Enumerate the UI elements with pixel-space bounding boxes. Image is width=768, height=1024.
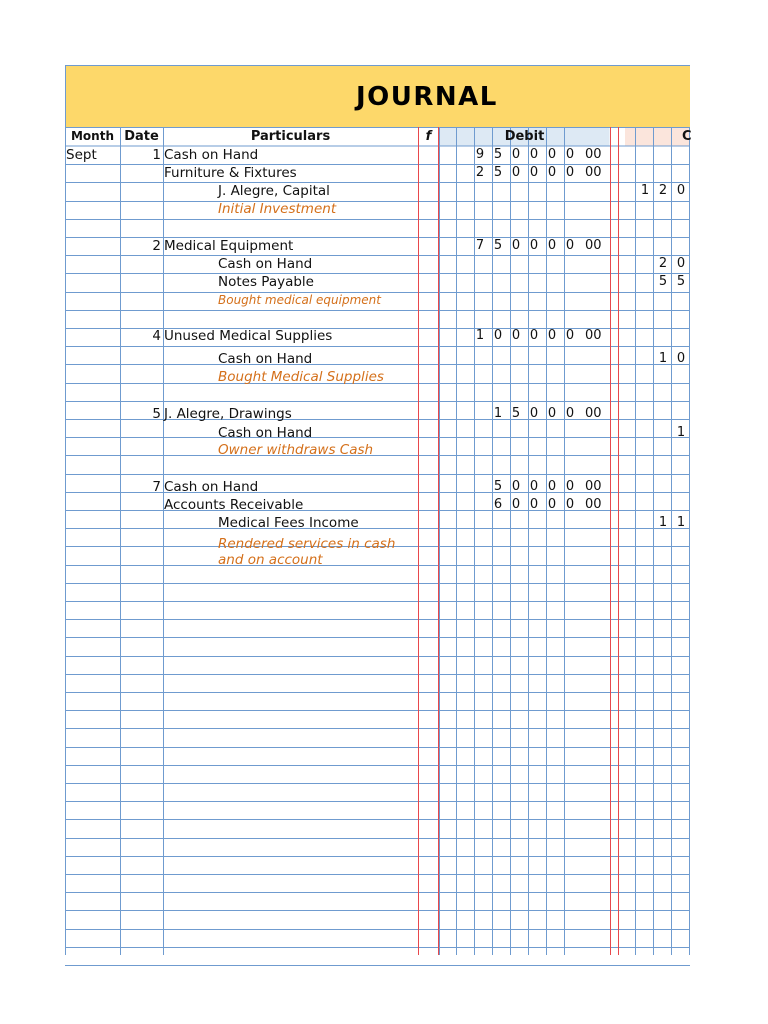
debit-digit: 0 xyxy=(547,406,557,421)
credit-digit: 1 xyxy=(676,425,686,440)
header-debit: Debit xyxy=(504,129,545,144)
debit-digit: 0 xyxy=(529,147,539,162)
debit-digit: 0 xyxy=(547,165,557,180)
debit-digit: 0 xyxy=(565,497,575,512)
header-month: Month xyxy=(70,129,114,143)
debit-cents: 00 xyxy=(585,497,602,512)
credit-digit: 1 xyxy=(658,351,668,366)
debit-cents: 00 xyxy=(585,328,602,343)
debit-digit: 0 xyxy=(529,406,539,421)
header-date: Date xyxy=(124,129,159,144)
account-name: Notes Payable xyxy=(218,274,314,290)
date-cell: 5 xyxy=(152,406,161,422)
debit-cents: 00 xyxy=(585,165,602,180)
debit-digit: 5 xyxy=(493,238,503,253)
debit-digit: 0 xyxy=(565,479,575,494)
debit-digit: 0 xyxy=(565,165,575,180)
memo-text: Bought Medical Supplies xyxy=(218,369,384,385)
debit-digit: 0 xyxy=(547,497,557,512)
header-credit: C xyxy=(682,129,692,144)
debit-digit: 7 xyxy=(475,238,485,253)
memo-text: Owner withdraws Cash xyxy=(218,442,374,458)
account-name: Unused Medical Supplies xyxy=(164,328,333,344)
debit-digit: 0 xyxy=(547,328,557,343)
debit-digit: 6 xyxy=(493,497,503,512)
account-name: Cash on Hand xyxy=(164,147,259,163)
journal-title: JOURNAL xyxy=(356,82,498,112)
account-name: Cash on Hand xyxy=(164,479,259,495)
debit-digit: 5 xyxy=(493,165,503,180)
credit-digit: 1 xyxy=(640,183,650,198)
debit-digit: 1 xyxy=(475,328,485,343)
credit-digit: 5 xyxy=(658,274,668,289)
debit-digit: 0 xyxy=(547,238,557,253)
debit-digit: 5 xyxy=(493,147,503,162)
debit-digit: 0 xyxy=(511,328,521,343)
credit-digit: 2 xyxy=(658,183,668,198)
memo-text: Rendered services in cash xyxy=(218,536,396,552)
debit-digit: 0 xyxy=(547,147,557,162)
debit-digit: 0 xyxy=(511,238,521,253)
debit-digit: 0 xyxy=(565,238,575,253)
memo-text: Bought medical equipment xyxy=(218,293,381,307)
debit-digit: 1 xyxy=(493,406,503,421)
memo-text: Initial Investment xyxy=(218,201,337,217)
debit-digit: 0 xyxy=(529,328,539,343)
memo-text: and on account xyxy=(218,552,323,568)
credit-digit: 0 xyxy=(676,183,686,198)
debit-digit: 0 xyxy=(511,147,521,162)
header-particulars: Particulars xyxy=(250,129,331,144)
credit-digit: 0 xyxy=(676,256,686,271)
date-cell: 7 xyxy=(152,479,161,495)
debit-digit: 0 xyxy=(511,497,521,512)
debit-digit: 0 xyxy=(529,238,539,253)
account-name: J. Alegre, Capital xyxy=(218,183,330,199)
debit-digit: 0 xyxy=(529,165,539,180)
debit-digit: 0 xyxy=(565,147,575,162)
debit-digit: 2 xyxy=(475,165,485,180)
account-name: Cash on Hand xyxy=(218,351,313,367)
debit-digit: 5 xyxy=(511,406,521,421)
credit-digit: 0 xyxy=(676,351,686,366)
account-name: Accounts Receivable xyxy=(164,497,304,513)
debit-cents: 00 xyxy=(585,147,602,162)
journal-sheet xyxy=(65,65,690,955)
debit-digit: 0 xyxy=(565,406,575,421)
account-name: Cash on Hand xyxy=(218,256,313,272)
title-bar xyxy=(65,65,690,127)
debit-digit: 0 xyxy=(529,497,539,512)
credit-digit: 2 xyxy=(658,256,668,271)
account-name: Furniture & Fixtures xyxy=(164,165,297,181)
debit-digit: 0 xyxy=(511,479,521,494)
account-name: Medical Fees Income xyxy=(218,515,359,531)
debit-digit: 5 xyxy=(493,479,503,494)
credit-digit: 1 xyxy=(658,515,668,530)
header-folio: f xyxy=(425,129,432,144)
debit-digit: 0 xyxy=(547,479,557,494)
debit-digit: 0 xyxy=(529,479,539,494)
month-cell: Sept xyxy=(66,147,97,163)
debit-cents: 00 xyxy=(585,406,602,421)
debit-digit: 0 xyxy=(565,328,575,343)
date-cell: 4 xyxy=(152,328,161,344)
debit-digit: 9 xyxy=(475,147,485,162)
account-name: Cash on Hand xyxy=(218,425,313,441)
date-cell: 2 xyxy=(152,238,161,254)
debit-digit: 0 xyxy=(493,328,503,343)
debit-digit: 0 xyxy=(511,165,521,180)
date-cell: 1 xyxy=(152,147,161,163)
credit-digit: 5 xyxy=(676,274,686,289)
credit-digit: 1 xyxy=(676,515,686,530)
debit-cents: 00 xyxy=(585,479,602,494)
account-name: J. Alegre, Drawings xyxy=(164,406,292,422)
account-name: Medical Equipment xyxy=(164,238,294,254)
debit-cents: 00 xyxy=(585,238,602,253)
